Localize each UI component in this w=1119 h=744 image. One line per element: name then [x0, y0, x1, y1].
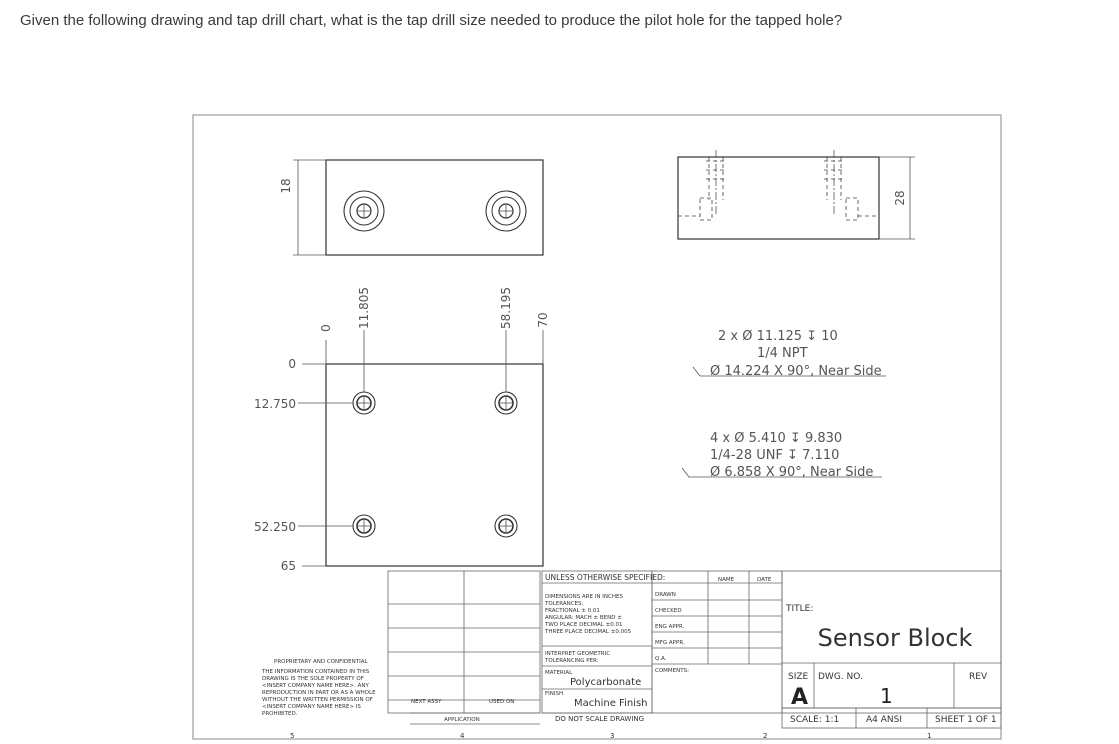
rev-label: REV [969, 672, 988, 682]
callout-unf-line2: 1/4-28 UNF ↧ 7.110 [710, 448, 840, 463]
dim-y-3: 65 [280, 559, 296, 573]
callout-unf-line1: 4 x Ø 5.410 ↧ 9.830 [710, 431, 843, 446]
size-label: SIZE [788, 672, 809, 682]
proprietary-line5: WITHOUT THE WRITTEN PERMISSION OF [262, 697, 373, 703]
tol-line6: THREE PLACE DECIMAL ±0.005 [545, 629, 632, 635]
dim-x-2: 58.195 [499, 287, 513, 329]
unf-hole [495, 392, 517, 414]
sheet-number: SHEET 1 OF 1 [935, 715, 997, 725]
used-on-label: USED ON [489, 699, 515, 705]
dim-y-2: 52.250 [254, 520, 296, 534]
material-value: Polycarbonate [570, 677, 642, 688]
unf-hole [495, 515, 517, 537]
proprietary-title: PROPRIETARY AND CONFIDENTIAL [274, 659, 368, 665]
callout-unf-line3: Ø 6.858 X 90°, Near Side [710, 465, 874, 480]
callout-npt-line2: 1/4 NPT [757, 346, 808, 361]
dwg-no-label: DWG. NO. [818, 672, 863, 682]
date-col: DATE [757, 577, 772, 583]
geo-line1: INTERPRET GEOMETRIC [545, 651, 611, 657]
finish-label: FINISH [545, 691, 564, 697]
proprietary-line3: <INSERT COMPANY NAME HERE>. ANY [262, 683, 369, 689]
proprietary-line4: REPRODUCTION IN PART OR AS A WHOLE [262, 690, 376, 696]
proprietary-line1: THE INFORMATION CONTAINED IN THIS [262, 669, 370, 675]
unf-hole [353, 392, 375, 414]
tol-line3: FRACTIONAL ± 0.01 [545, 608, 600, 614]
application-label: APPLICATION [444, 717, 480, 723]
unf-hole [353, 515, 375, 537]
unless-label: UNLESS OTHERWISE SPECIFIED: [545, 573, 666, 582]
drawn-label: DRAWN [655, 592, 676, 598]
size-value: A [791, 685, 809, 710]
geo-line2: TOLERANCING PER: [545, 658, 599, 664]
zone-4: 4 [460, 732, 465, 740]
dim-y-1: 12.750 [254, 397, 296, 411]
proprietary-line7: PROHIBITED. [262, 711, 298, 717]
tol-line4: ANGULAR: MACH ± BEND ± [545, 615, 622, 621]
question-text: Given the following drawing and tap drill chart, what is the tap drill size needed to produce the pilot hole for the tapped hole? [20, 12, 843, 29]
zone-3: 3 [610, 732, 615, 740]
zone-2: 2 [763, 732, 768, 740]
dwg-no-value: 1 [880, 684, 893, 708]
zone-1: 1 [927, 732, 932, 740]
proprietary-line6: <INSERT COMPANY NAME HERE> IS [262, 704, 361, 710]
scale-label: SCALE: 1:1 [790, 715, 840, 725]
qa-label: Q.A. [655, 656, 667, 662]
material-label: MATERIAL [545, 670, 573, 676]
callout-npt-line1: 2 x Ø 11.125 ↧ 10 [718, 329, 838, 344]
dim-side-height: 28 [893, 190, 907, 206]
dim-top-height: 18 [279, 178, 293, 194]
next-assy-label: NEXT ASSY [411, 699, 442, 705]
checked-label: CHECKED [655, 608, 682, 614]
mfg-appr-label: MFG APPR. [655, 640, 685, 646]
title-label: TITLE: [786, 604, 814, 614]
tol-line2: TOLERANCES: [545, 601, 584, 607]
tol-line5: TWO PLACE DECIMAL ±0.01 [545, 622, 623, 628]
drawing-title: Sensor Block [817, 624, 973, 652]
paper-size: A4 ANSI [866, 715, 902, 725]
dim-x-3: 70 [536, 312, 550, 328]
dim-y-0: 0 [288, 357, 296, 371]
zone-5: 5 [290, 732, 295, 740]
dim-x-0: 0 [319, 324, 333, 332]
callout-npt-line3: Ø 14.224 X 90°, Near Side [710, 364, 882, 379]
no-scale-note: DO NOT SCALE DRAWING [555, 715, 645, 723]
name-col: NAME [718, 577, 735, 583]
finish-value: Machine Finish [574, 698, 648, 709]
comments-label: COMMENTS: [655, 668, 689, 674]
tol-line1: DIMENSIONS ARE IN INCHES [545, 594, 623, 600]
eng-appr-label: ENG APPR. [655, 624, 685, 630]
dim-x-1: 11.805 [357, 287, 371, 329]
proprietary-line2: DRAWING IS THE SOLE PROPERTY OF [262, 676, 364, 682]
